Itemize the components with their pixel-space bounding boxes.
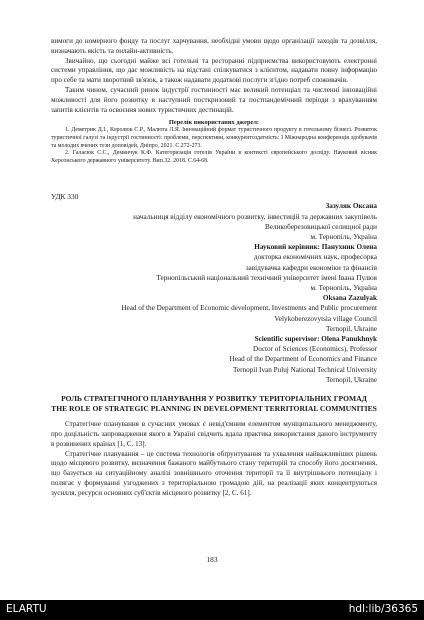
reference-item: 2. Галасюк С.С., Демянчук К.Ф. Категоризація готелів України в контексті європейського досвіду. Науковий вісник Херсонського державного університету. Вип.32. 2018. С.64-68.: [51, 150, 377, 164]
author-name: Зазуляк Оксана: [325, 202, 377, 211]
supervisor-department: Head of the Department of Economics and Finance: [229, 355, 377, 364]
intro-paragraph: Таким чином, сучасний ринок індустрії гостинності має великий потенціал та численні інноваційні можливості для його розвитку в наступний посткризовий та постпандемічний періоди з врахуванням запитів клієнтів та освоєння нових туристичних дестинацій.: [51, 85, 377, 114]
supervisor-name: Науковий керівник: Панухник Олена: [254, 243, 377, 252]
supervisor-degree: Doctor of Sciences (Economics), Professor: [253, 345, 377, 354]
references-title: Перелік використаних джерел:: [168, 119, 260, 127]
author-name: Oksana Zazulyak: [322, 294, 377, 303]
repository-name: ELARTU: [6, 603, 47, 615]
article-title-en: THE ROLE OF STRATEGIC PLANNING IN DEVELOPMENT TERRITORIAL COMMUNITIES: [51, 403, 377, 413]
article-title-ua: РОЛЬ СТРАТЕГІЧНОГО ПЛАНУВАННЯ У РОЗВИТКУ ТЕРИТОРІАЛЬНИХ ГРОМАД: [61, 394, 367, 403]
handle-identifier: hdl:lib/36365: [348, 603, 418, 615]
reference-item: 1. Деметрик Д.І., Королюк С.Р., Малюта Л.Я. Інноваційний формат туристичного продукту в готельному бізнесі. Розвиток туристичної галузі та індустрії гостинності: проблеми, перспективи, конкурентоздатність: I Міжнародна конференція здобувачів та молодих вчених тези доповідей, Дніпро, 2021. С.272-273.: [51, 127, 377, 149]
supervisor-name: Scientific supervisor: Olena Panukhnyk: [254, 334, 377, 343]
main-paragraph: Стратегічне планування – це система технологія обґрунтування та ухвалення найважливіших рішень щодо місцевого розвитку, визначення бажаного майбутнього стану територій та способу його досягнення, що базується на ситуаційному аналізі зовнішнього оточення території та її внутрішнього потенціалу і полягає у формуванні узгоджених з територіальною громадою дій, на реалізації яких концентруються зусилля, ресурси основних суб'єктів місцевого розвитку [2, С. 61].: [51, 449, 377, 497]
author-block-en: [51, 293, 377, 385]
supervisor-city: Ternopil, Ukraine: [326, 375, 377, 384]
supervisor-degree: докторка економічних наук, професорка: [253, 253, 377, 262]
intro-paragraph: Звичайно, що сьогодні майже всі готельні та ресторанні підприємства використовують електронні системи управління, що дає можливість на відстані спілкуватися з клієнтом, надавати повну інформацію про себе та мати зворотний зв'язок, а також надавати додаткові послуги згідно потреб споживачів.: [51, 56, 377, 85]
page-number: 183: [206, 555, 218, 564]
page-content: [51, 37, 377, 499]
supervisor-city: м. Тернопіль, Україна: [310, 283, 377, 292]
intro-paragraph: вимоги до номерного фонду та послуг харчування, необхідні умови щодо організації заходів та дозвілля, визначають якість та онлайн-активність.: [51, 37, 377, 55]
udc-code: УДК 330: [51, 192, 79, 202]
author-city: м. Тернопіль, Україна: [310, 232, 377, 241]
author-position: начальниця відділу економічного розвитку, інвестицій та державних закупівель: [133, 212, 377, 221]
supervisor-university: Ternopil Ivan Puluj National Technical University: [233, 365, 377, 374]
author-organization: Velykoberezovytsia village Council: [274, 314, 377, 323]
supervisor-department: завідувачка кафедри економіки та фінансів: [245, 263, 377, 272]
author-organization: Великоберезовицької селищної ради: [265, 222, 377, 231]
supervisor-university: Тернопільський національний технічний університет імені Івана Пулюя: [156, 273, 377, 282]
author-city: Ternopil, Ukraine: [326, 324, 377, 333]
author-position: Head of the Department of Economic development, Investments and Public procurement: [121, 304, 377, 313]
author-block-ua: [51, 201, 377, 293]
repository-footer-bar: [0, 600, 424, 620]
main-paragraph: Стратегічне планування в сучасних умовах є невід'ємним елементом муніципального менеджменту, про доцільність запровадження якого в Україні свідчить вдала практика використання даного інструменту в розвинених країнах [1, С. 13].: [51, 420, 377, 448]
